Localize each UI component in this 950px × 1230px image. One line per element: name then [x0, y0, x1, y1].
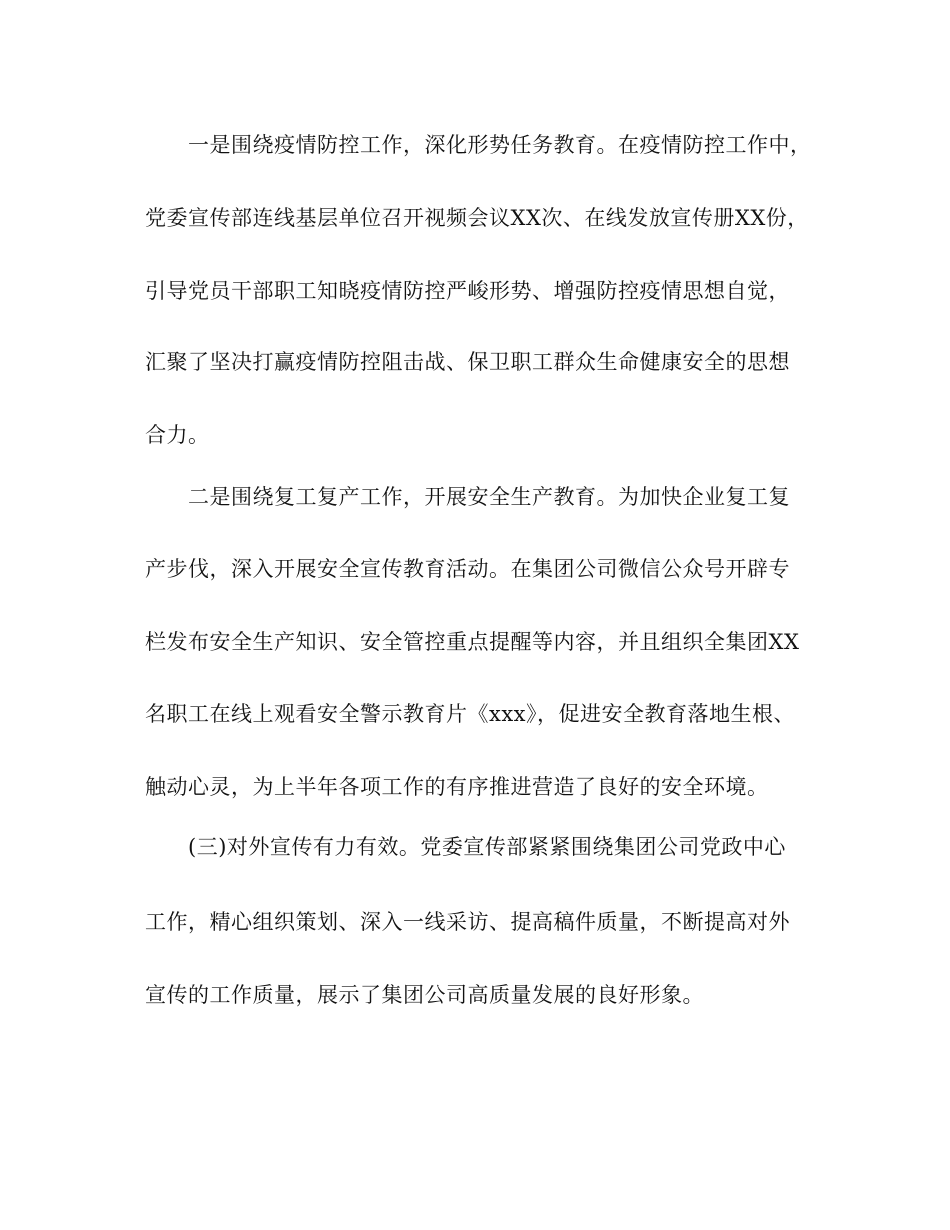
- text-line: 汇聚了坚决打赢疫情防控阻击战、保卫职工群众生命健康安全的思想: [145, 350, 790, 374]
- text-line: 一是围绕疫情防控工作，深化形势任务教育。在疫情防控工作中，: [145, 133, 812, 157]
- text-line: 名职工在线上观看安全警示教育片《xxx》，促进安全教育落地生根、: [145, 702, 796, 726]
- text-line: (三)对外宣传有力有效。党委宣传部紧紧围绕集团公司党政中心: [145, 835, 786, 859]
- text-line: 党委宣传部连线基层单位召开视频会议XX次、在线发放宣传册XX份，: [145, 206, 809, 230]
- text-line: 引导党员干部职工知晓疫情防控严峻形势、增强防控疫情思想自觉，: [145, 279, 790, 303]
- text-line: 工作，精心组织策划、深入一线采访、提高稿件质量，不断提高对外: [145, 910, 790, 934]
- text-line: 宣传的工作质量，展示了集团公司高质量发展的良好形象。: [145, 983, 704, 1007]
- text-line: 合力。: [145, 423, 210, 447]
- text-line: 产步伐，深入开展安全宣传教育活动。在集团公司微信公众号开辟专: [145, 557, 790, 581]
- text-line: 栏发布安全生产知识、安全管控重点提醒等内容，并且组织全集团XX: [145, 630, 800, 654]
- text-line: 触动心灵，为上半年各项工作的有序推进营造了良好的安全环境。: [145, 775, 769, 799]
- text-line: 二是围绕复工复产工作，开展安全生产教育。为加快企业复工复: [145, 485, 790, 509]
